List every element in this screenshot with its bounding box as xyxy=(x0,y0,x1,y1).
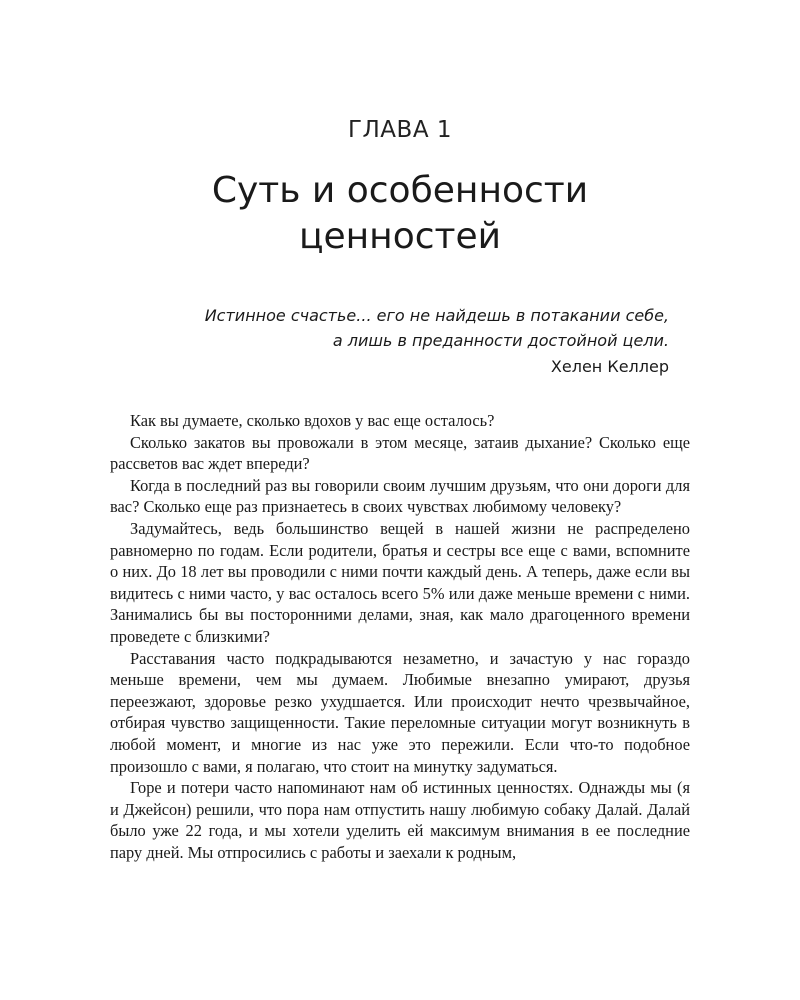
paragraph: Задумайтесь, ведь большинство вещей в нашей жизни не распределено равномерно по годам. Если родители, братья и сестры все еще с вами, вспомните о них. До 18 лет вы проводили с ними почти каждый день. А теперь, даже если вы видитесь с ними часто, у вас осталось всего 5% или даже меньше времени с ними. Занимались бы вы посторонними делами, зная, как мало драгоценного времени проведете с близкими? xyxy=(110,518,690,646)
paragraph: Сколько закатов вы провожали в этом месяце, затаив дыхание? Сколько еще рассветов вас ждет впереди? xyxy=(110,432,690,474)
body-text xyxy=(110,410,690,863)
chapter-label: ГЛАВА 1 xyxy=(347,117,452,143)
paragraph: Горе и потери часто напоминают нам об истинных ценностях. Однажды мы (я и Джейсон) решили, что пора нам отпустить нашу любимую собаку Далай. Далай было уже 22 года, и мы хотели уделить ей максимум внимания в ее последние пару дней. Мы отпросились с работы и заехали к родным, xyxy=(110,778,690,862)
epigraph-quote-line-1: Истинное счастье... его не найдешь в потакании себе, xyxy=(204,306,669,325)
chapter-title-line-1: Суть и особенности xyxy=(211,170,589,211)
epigraph-author: Хелен Келлер xyxy=(550,357,669,376)
epigraph-quote-line-2: а лишь в преданности достойной цели. xyxy=(332,331,669,350)
paragraph: Как вы думаете, сколько вдохов у вас еще осталось? xyxy=(130,411,495,430)
paragraph: Расставания часто подкрадываются незаметно, и зачастую у нас гораздо меньше времени, чем мы думаем. Любимые внезапно умирают, друзья переезжают, здоровье резко ухудшается. Или происходит нечто чрезвычайное, отбирая чувство защищенности. Такие переломные ситуации могут возникнуть в любой момент, и многие из нас уже это пережили. Если что-то подобное произошло с вами, я полагаю, что стоит на минутку задуматься. xyxy=(110,648,690,776)
chapter-title-line-2: ценностей xyxy=(298,216,502,257)
chapter-title xyxy=(0,168,800,260)
paragraph: Когда в последний раз вы говорили своим лучшим друзьям, что они дороги для вас? Сколько еще раз признаетесь в своих чувствах любимому человеку? xyxy=(110,475,690,517)
epigraph xyxy=(149,303,669,379)
